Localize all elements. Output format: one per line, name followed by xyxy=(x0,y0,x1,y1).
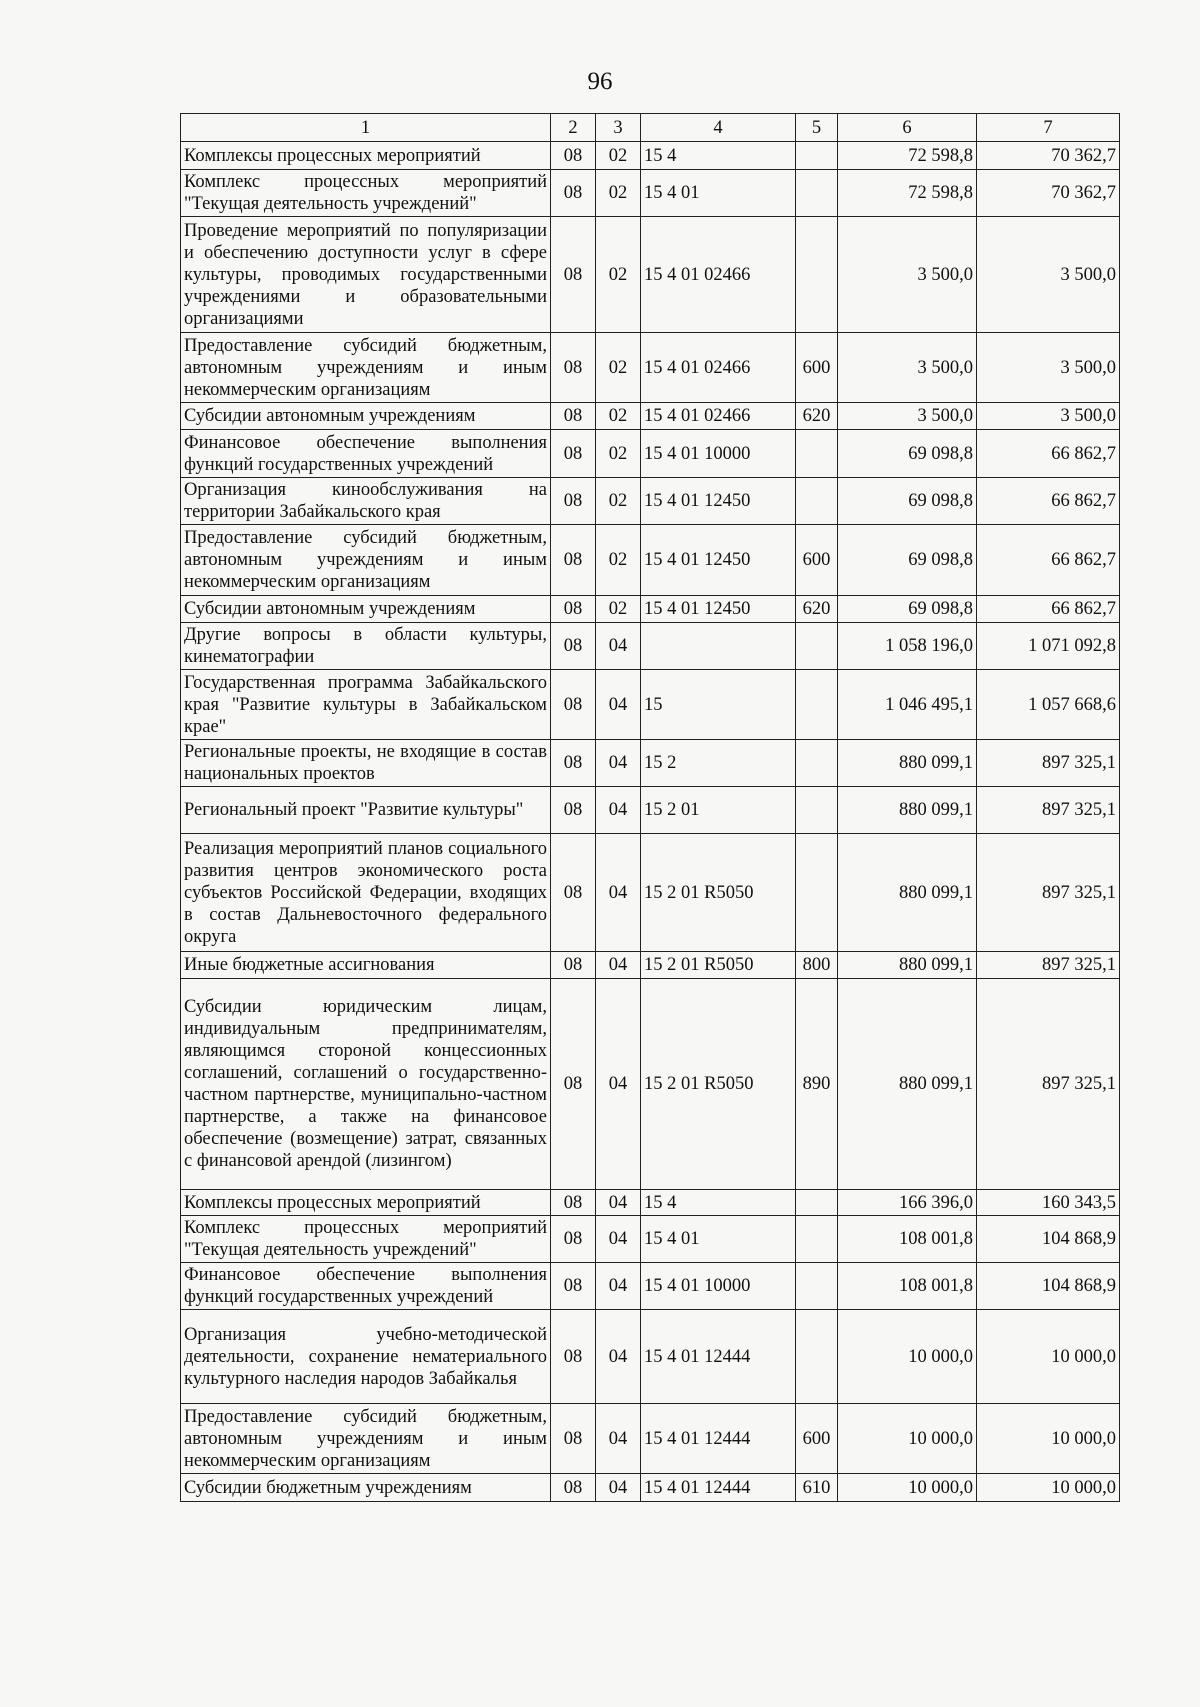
expense-type-cell: 600 xyxy=(796,525,838,596)
page-number: 96 xyxy=(587,68,613,95)
subsection-code-cell: 04 xyxy=(596,834,641,952)
row-name-cell: Комплексы процессных мероприятий xyxy=(181,1190,551,1216)
budget-table xyxy=(180,113,1120,1502)
subsection-code-cell: 04 xyxy=(596,1474,641,1502)
amount-year1-cell: 108 001,8 xyxy=(838,1216,977,1263)
section-code-cell: 08 xyxy=(551,1190,596,1216)
amount-year2-cell: 66 862,7 xyxy=(977,525,1120,596)
row-name-cell: Проведение мероприятий по популяризации и обеспечению доступности услуг в сфере культуры, проводимых государственными учреждениями и образовательными организациями xyxy=(181,217,551,333)
amount-year2-cell: 897 325,1 xyxy=(977,952,1120,979)
expense-type-cell xyxy=(796,478,838,525)
expense-type-cell xyxy=(796,740,838,787)
row-name-cell: Комплекс процессных мероприятий "Текущая деятельность учреждений" xyxy=(181,170,551,217)
amount-year2-cell: 897 325,1 xyxy=(977,787,1120,834)
row-name-cell: Другие вопросы в области культуры, кинематографии xyxy=(181,623,551,670)
section-code-cell: 08 xyxy=(551,952,596,979)
target-article-cell: 15 xyxy=(641,670,796,740)
table-row xyxy=(181,170,1120,217)
target-article-cell: 15 4 01 12444 xyxy=(641,1474,796,1502)
row-name-cell: Предоставление субсидий бюджетным, автономным учреждениям и иным некоммерческим организациям xyxy=(181,525,551,596)
target-article-cell: 15 2 01 xyxy=(641,787,796,834)
expense-type-cell: 600 xyxy=(796,333,838,403)
expense-type-cell xyxy=(796,430,838,478)
target-article-cell: 15 4 01 12450 xyxy=(641,525,796,596)
header-cell: 2 xyxy=(551,114,596,142)
amount-year1-cell: 880 099,1 xyxy=(838,952,977,979)
row-name-cell: Предоставление субсидий бюджетным, автономным учреждениям и иным некоммерческим организациям xyxy=(181,333,551,403)
table-row xyxy=(181,525,1120,596)
section-code-cell: 08 xyxy=(551,670,596,740)
amount-year2-cell: 70 362,7 xyxy=(977,142,1120,170)
header-row xyxy=(181,114,1120,142)
target-article-cell: 15 2 01 R5050 xyxy=(641,834,796,952)
section-code-cell: 08 xyxy=(551,1474,596,1502)
table-row xyxy=(181,333,1120,403)
target-article-cell: 15 2 xyxy=(641,740,796,787)
section-code-cell: 08 xyxy=(551,740,596,787)
section-code-cell: 08 xyxy=(551,596,596,623)
section-code-cell: 08 xyxy=(551,979,596,1190)
row-name-cell: Организация учебно-методической деятельности, сохранение нематериального культурного наследия народов Забайкалья xyxy=(181,1310,551,1404)
subsection-code-cell: 04 xyxy=(596,979,641,1190)
section-code-cell: 08 xyxy=(551,142,596,170)
expense-type-cell xyxy=(796,834,838,952)
amount-year1-cell: 880 099,1 xyxy=(838,787,977,834)
row-name-cell: Региональный проект "Развитие культуры" xyxy=(181,787,551,834)
table-row xyxy=(181,1310,1120,1404)
row-name-cell: Региональные проекты, не входящие в состав национальных проектов xyxy=(181,740,551,787)
subsection-code-cell: 04 xyxy=(596,952,641,979)
subsection-code-cell: 04 xyxy=(596,1404,641,1474)
subsection-code-cell: 04 xyxy=(596,1190,641,1216)
expense-type-cell xyxy=(796,1310,838,1404)
subsection-code-cell: 02 xyxy=(596,403,641,430)
expense-type-cell: 600 xyxy=(796,1404,838,1474)
target-article-cell: 15 4 xyxy=(641,142,796,170)
target-article-cell: 15 4 01 02466 xyxy=(641,217,796,333)
expense-type-cell xyxy=(796,623,838,670)
row-name-cell: Реализация мероприятий планов социального развития центров экономического роста субъектов Российской Федерации, входящих в состав Дальневосточного федерального округа xyxy=(181,834,551,952)
target-article-cell: 15 4 01 12444 xyxy=(641,1404,796,1474)
amount-year2-cell: 10 000,0 xyxy=(977,1474,1120,1502)
amount-year1-cell: 880 099,1 xyxy=(838,979,977,1190)
amount-year1-cell: 3 500,0 xyxy=(838,333,977,403)
table-row xyxy=(181,478,1120,525)
target-article-cell: 15 4 01 12444 xyxy=(641,1310,796,1404)
expense-type-cell xyxy=(796,787,838,834)
amount-year1-cell: 72 598,8 xyxy=(838,142,977,170)
subsection-code-cell: 04 xyxy=(596,1216,641,1263)
row-name-cell: Субсидии бюджетным учреждениям xyxy=(181,1474,551,1502)
target-article-cell: 15 4 01 10000 xyxy=(641,1263,796,1310)
section-code-cell: 08 xyxy=(551,403,596,430)
section-code-cell: 08 xyxy=(551,1310,596,1404)
section-code-cell: 08 xyxy=(551,478,596,525)
amount-year2-cell: 66 862,7 xyxy=(977,478,1120,525)
target-article-cell: 15 2 01 R5050 xyxy=(641,979,796,1190)
subsection-code-cell: 02 xyxy=(596,430,641,478)
table-row xyxy=(181,403,1120,430)
amount-year2-cell: 66 862,7 xyxy=(977,430,1120,478)
table-row xyxy=(181,430,1120,478)
amount-year2-cell: 10 000,0 xyxy=(977,1404,1120,1474)
target-article-cell: 15 4 01 xyxy=(641,170,796,217)
amount-year2-cell: 104 868,9 xyxy=(977,1263,1120,1310)
row-name-cell: Иные бюджетные ассигнования xyxy=(181,952,551,979)
table-row xyxy=(181,1263,1120,1310)
expense-type-cell: 890 xyxy=(796,979,838,1190)
table-row xyxy=(181,217,1120,333)
expense-type-cell: 800 xyxy=(796,952,838,979)
amount-year1-cell: 10 000,0 xyxy=(838,1474,977,1502)
target-article-cell: 15 4 01 10000 xyxy=(641,430,796,478)
subsection-code-cell: 02 xyxy=(596,333,641,403)
expense-type-cell: 620 xyxy=(796,403,838,430)
section-code-cell: 08 xyxy=(551,1216,596,1263)
subsection-code-cell: 02 xyxy=(596,525,641,596)
table-row xyxy=(181,670,1120,740)
amount-year1-cell: 1 058 196,0 xyxy=(838,623,977,670)
subsection-code-cell: 02 xyxy=(596,170,641,217)
expense-type-cell xyxy=(796,1216,838,1263)
subsection-code-cell: 04 xyxy=(596,1263,641,1310)
header-cell: 3 xyxy=(596,114,641,142)
expense-type-cell xyxy=(796,142,838,170)
expense-type-cell: 620 xyxy=(796,596,838,623)
amount-year1-cell: 880 099,1 xyxy=(838,740,977,787)
section-code-cell: 08 xyxy=(551,170,596,217)
amount-year2-cell: 104 868,9 xyxy=(977,1216,1120,1263)
section-code-cell: 08 xyxy=(551,834,596,952)
subsection-code-cell: 02 xyxy=(596,478,641,525)
expense-type-cell xyxy=(796,670,838,740)
amount-year1-cell: 10 000,0 xyxy=(838,1310,977,1404)
table-row xyxy=(181,1404,1120,1474)
table-row xyxy=(181,1474,1120,1502)
subsection-code-cell: 04 xyxy=(596,670,641,740)
row-name-cell: Финансовое обеспечение выполнения функций государственных учреждений xyxy=(181,430,551,478)
target-article-cell: 15 4 01 xyxy=(641,1216,796,1263)
section-code-cell: 08 xyxy=(551,1263,596,1310)
amount-year2-cell: 3 500,0 xyxy=(977,403,1120,430)
table-row xyxy=(181,834,1120,952)
amount-year1-cell: 880 099,1 xyxy=(838,834,977,952)
amount-year2-cell: 897 325,1 xyxy=(977,740,1120,787)
target-article-cell xyxy=(641,623,796,670)
amount-year1-cell: 10 000,0 xyxy=(838,1404,977,1474)
amount-year1-cell: 69 098,8 xyxy=(838,478,977,525)
table-row xyxy=(181,623,1120,670)
subsection-code-cell: 04 xyxy=(596,623,641,670)
section-code-cell: 08 xyxy=(551,217,596,333)
header-cell: 6 xyxy=(838,114,977,142)
table-row xyxy=(181,787,1120,834)
amount-year2-cell: 10 000,0 xyxy=(977,1310,1120,1404)
table-body xyxy=(181,142,1120,1502)
amount-year2-cell: 897 325,1 xyxy=(977,834,1120,952)
target-article-cell: 15 4 xyxy=(641,1190,796,1216)
row-name-cell: Комплексы процессных мероприятий xyxy=(181,142,551,170)
target-article-cell: 15 4 01 02466 xyxy=(641,333,796,403)
expense-type-cell xyxy=(796,217,838,333)
subsection-code-cell: 04 xyxy=(596,740,641,787)
amount-year1-cell: 69 098,8 xyxy=(838,430,977,478)
amount-year2-cell: 66 862,7 xyxy=(977,596,1120,623)
amount-year2-cell: 70 362,7 xyxy=(977,170,1120,217)
subsection-code-cell: 04 xyxy=(596,1310,641,1404)
row-name-cell: Предоставление субсидий бюджетным, автономным учреждениям и иным некоммерческим организациям xyxy=(181,1404,551,1474)
header-cell: 4 xyxy=(641,114,796,142)
row-name-cell: Субсидии автономным учреждениям xyxy=(181,403,551,430)
section-code-cell: 08 xyxy=(551,623,596,670)
section-code-cell: 08 xyxy=(551,1404,596,1474)
table-row xyxy=(181,979,1120,1190)
amount-year1-cell: 1 046 495,1 xyxy=(838,670,977,740)
table-row xyxy=(181,1190,1120,1216)
header-cell: 5 xyxy=(796,114,838,142)
target-article-cell: 15 4 01 12450 xyxy=(641,478,796,525)
amount-year1-cell: 72 598,8 xyxy=(838,170,977,217)
section-code-cell: 08 xyxy=(551,525,596,596)
expense-type-cell xyxy=(796,170,838,217)
amount-year2-cell: 1 057 668,6 xyxy=(977,670,1120,740)
amount-year1-cell: 3 500,0 xyxy=(838,217,977,333)
amount-year2-cell: 160 343,5 xyxy=(977,1190,1120,1216)
amount-year1-cell: 108 001,8 xyxy=(838,1263,977,1310)
table-row xyxy=(181,1216,1120,1263)
target-article-cell: 15 4 01 12450 xyxy=(641,596,796,623)
section-code-cell: 08 xyxy=(551,430,596,478)
amount-year1-cell: 3 500,0 xyxy=(838,403,977,430)
row-name-cell: Государственная программа Забайкальского края "Развитие культуры в Забайкальском крае" xyxy=(181,670,551,740)
amount-year2-cell: 897 325,1 xyxy=(977,979,1120,1190)
table-row xyxy=(181,142,1120,170)
target-article-cell: 15 4 01 02466 xyxy=(641,403,796,430)
expense-type-cell: 610 xyxy=(796,1474,838,1502)
subsection-code-cell: 02 xyxy=(596,217,641,333)
amount-year2-cell: 3 500,0 xyxy=(977,333,1120,403)
row-name-cell: Организация кинообслуживания на территории Забайкальского края xyxy=(181,478,551,525)
target-article-cell: 15 2 01 R5050 xyxy=(641,952,796,979)
expense-type-cell xyxy=(796,1190,838,1216)
table-row xyxy=(181,952,1120,979)
subsection-code-cell: 02 xyxy=(596,142,641,170)
header-cell: 1 xyxy=(181,114,551,142)
row-name-cell: Комплекс процессных мероприятий "Текущая деятельность учреждений" xyxy=(181,1216,551,1263)
amount-year2-cell: 1 071 092,8 xyxy=(977,623,1120,670)
table-row xyxy=(181,740,1120,787)
section-code-cell: 08 xyxy=(551,787,596,834)
amount-year1-cell: 166 396,0 xyxy=(838,1190,977,1216)
amount-year1-cell: 69 098,8 xyxy=(838,525,977,596)
header-cell: 7 xyxy=(977,114,1120,142)
row-name-cell: Финансовое обеспечение выполнения функций государственных учреждений xyxy=(181,1263,551,1310)
subsection-code-cell: 04 xyxy=(596,787,641,834)
amount-year1-cell: 69 098,8 xyxy=(838,596,977,623)
amount-year2-cell: 3 500,0 xyxy=(977,217,1120,333)
row-name-cell: Субсидии юридическим лицам, индивидуальным предпринимателям, являющимся стороной концессионных соглашений, соглашений о государственно-частном партнерстве, муниципально-частном партнерстве, а также на финансовое обеспечение (возмещение) затрат, связанных с финансовой арендой (лизингом) xyxy=(181,979,551,1190)
row-name-cell: Субсидии автономным учреждениям xyxy=(181,596,551,623)
section-code-cell: 08 xyxy=(551,333,596,403)
expense-type-cell xyxy=(796,1263,838,1310)
table-row xyxy=(181,596,1120,623)
subsection-code-cell: 02 xyxy=(596,596,641,623)
